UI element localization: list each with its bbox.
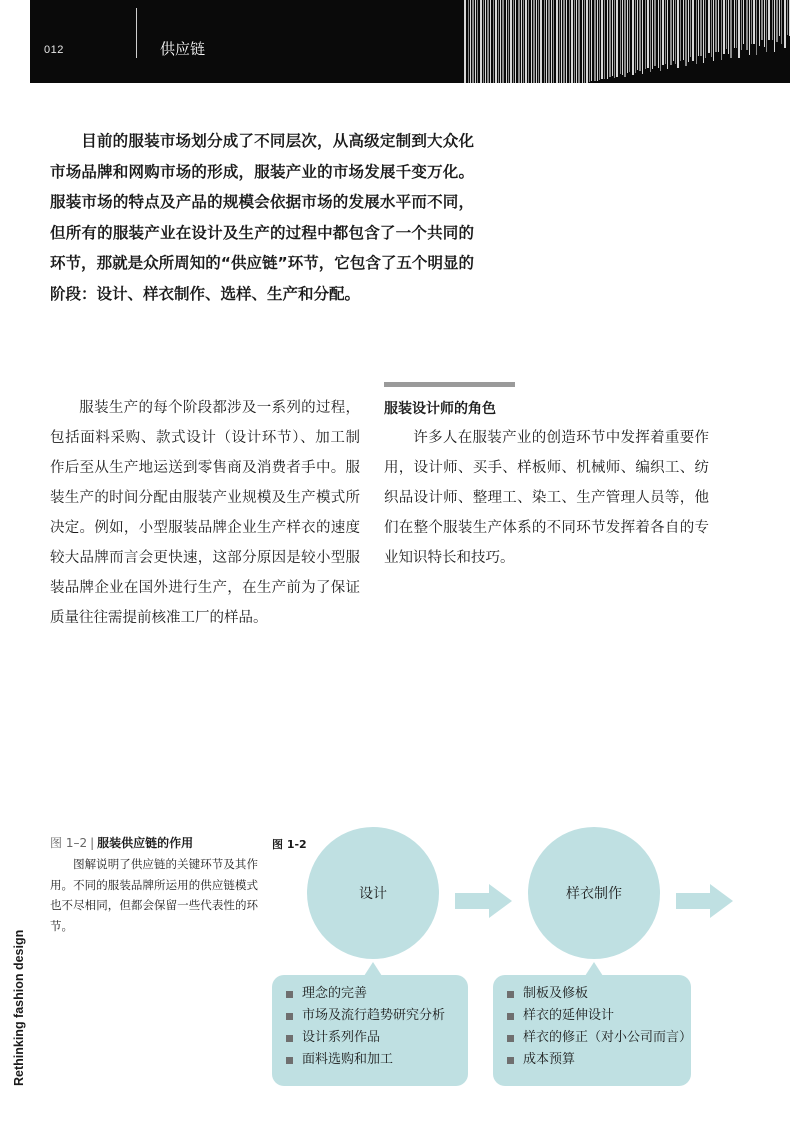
barcode-stripe bbox=[624, 0, 626, 77]
barcode-stripe bbox=[756, 0, 757, 55]
item-text: 设计系列作品 bbox=[302, 1030, 381, 1045]
barcode-stripe bbox=[576, 0, 577, 83]
barcode-stripe bbox=[521, 0, 522, 83]
barcode-stripe bbox=[538, 0, 539, 83]
stage-name: 样衣制作 bbox=[566, 886, 622, 902]
barcode-stripe bbox=[642, 0, 643, 74]
item-text: 面料选购和加工 bbox=[302, 1052, 394, 1067]
barcode-stripe bbox=[584, 0, 585, 83]
item-text: 成本预算 bbox=[523, 1052, 576, 1067]
barcode-stripe bbox=[523, 0, 524, 83]
barcode-stripe bbox=[784, 0, 786, 48]
barcode-stripe bbox=[620, 0, 621, 74]
barcode-stripe bbox=[589, 0, 590, 82]
barcode-stripe bbox=[730, 0, 732, 58]
figure-caption bbox=[50, 834, 258, 936]
stage-circle-design bbox=[307, 827, 439, 959]
list-item bbox=[286, 1027, 468, 1049]
section-rule bbox=[384, 382, 515, 387]
barcode-stripe bbox=[578, 0, 580, 83]
square-bullet-icon bbox=[507, 1057, 514, 1064]
barcode-stripe bbox=[531, 0, 532, 83]
barcode-stripe bbox=[553, 0, 554, 83]
barcode-stripe bbox=[749, 0, 750, 55]
list-item bbox=[286, 983, 468, 1005]
barcode-stripe bbox=[675, 0, 676, 64]
figure-label: 图 1-2 bbox=[272, 838, 307, 851]
barcode-stripe bbox=[604, 0, 605, 79]
barcode-stripe bbox=[718, 0, 719, 52]
barcode-stripe bbox=[518, 0, 520, 83]
barcode-stripe bbox=[472, 0, 474, 83]
barcode-stripe bbox=[556, 0, 558, 83]
stage-detail-box-design bbox=[272, 975, 468, 1086]
caption-separator: | bbox=[90, 836, 95, 850]
list-item bbox=[507, 1049, 691, 1071]
barcode-stripe bbox=[490, 0, 491, 83]
barcode-stripe bbox=[703, 0, 704, 63]
list-item bbox=[507, 1005, 691, 1027]
intro-text: 目前的服装市场划分成了不同层次，从高级定制到大众化市场品牌和网购市场的形成，服装产业的市场发展千变万化。服装市场的特点及产品的规模会依据市场的发展水平而不同，但所有的服装产业在设计及生产的过程中都包含了一个共同的环节，那就是众所周知的“供应链”环节，它包含了五个明显的阶段：设计、样衣制作、选样、生产和分配。 bbox=[50, 132, 474, 303]
barcode-stripe bbox=[677, 0, 679, 68]
barcode-stripe bbox=[708, 0, 710, 53]
callout-pointer bbox=[585, 962, 603, 976]
list-item bbox=[286, 1005, 468, 1027]
square-bullet-icon bbox=[286, 991, 293, 998]
barcode-stripe bbox=[665, 0, 666, 64]
barcode-stripe bbox=[698, 0, 699, 56]
barcode-stripe bbox=[759, 0, 760, 46]
barcode-stripe bbox=[645, 0, 646, 69]
item-text: 样衣的延伸设计 bbox=[523, 1008, 615, 1023]
arrow-right-icon bbox=[455, 884, 512, 918]
barcode-stripe bbox=[616, 0, 618, 77]
barcode-stripe bbox=[787, 0, 788, 35]
barcode-stripe bbox=[670, 0, 672, 65]
decorative-barcode-pattern bbox=[464, 0, 790, 83]
barcode-stripe bbox=[761, 0, 763, 40]
barcode-stripe bbox=[772, 0, 773, 40]
designer-role-text: 许多人在服装产业的创造环节中发挥着重要作用，设计师、买手、样板师、机械师、编织工、纺织品设计师、整理工、染工、生产管理人员等，他们在整个服装生产体系的不同环节发挥着各自的专业知识特长和技巧。 bbox=[384, 430, 709, 566]
caption-text: 图解说明了供应链的关键环节及其作用。不同的服装品牌所运用的供应链模式也不尽相同，但都会保留一些代表性的环节。 bbox=[50, 857, 258, 933]
barcode-stripe bbox=[513, 0, 514, 83]
item-text: 市场及流行趋势研究分析 bbox=[302, 1008, 446, 1023]
page-number: 012 bbox=[44, 44, 64, 56]
barcode-stripe bbox=[779, 0, 780, 36]
barcode-stripe bbox=[639, 0, 641, 71]
barcode-stripe bbox=[696, 0, 697, 64]
caption-body bbox=[50, 854, 258, 936]
barcode-stripe bbox=[751, 0, 752, 44]
barcode-stripe bbox=[544, 0, 545, 83]
square-bullet-icon bbox=[286, 1057, 293, 1064]
barcode-stripe bbox=[688, 0, 689, 62]
callout-pointer bbox=[364, 962, 382, 976]
barcode-stripe bbox=[614, 0, 615, 78]
barcode-stripe bbox=[582, 0, 583, 83]
item-text: 理念的完善 bbox=[302, 986, 368, 1001]
barcode-stripe bbox=[464, 0, 466, 83]
barcode-stripe bbox=[607, 0, 608, 79]
stage-item-list bbox=[493, 975, 691, 1071]
barcode-stripe bbox=[768, 0, 770, 40]
square-bullet-icon bbox=[507, 991, 514, 998]
barcode-stripe bbox=[721, 0, 722, 60]
barcode-stripe bbox=[685, 0, 687, 66]
barcode-stripe bbox=[667, 0, 668, 69]
barcode-stripe bbox=[738, 0, 740, 58]
barcode-stripe bbox=[774, 0, 775, 52]
barcode-stripe bbox=[599, 0, 600, 80]
stage-circle-sampling bbox=[528, 827, 660, 959]
intro-paragraph bbox=[50, 126, 474, 309]
barcode-stripe bbox=[781, 0, 782, 44]
barcode-stripe bbox=[551, 0, 552, 83]
barcode-stripe bbox=[561, 0, 562, 83]
item-text: 制板及修板 bbox=[523, 986, 589, 1001]
barcode-stripe bbox=[591, 0, 592, 81]
barcode-stripe bbox=[766, 0, 767, 52]
barcode-stripe bbox=[612, 0, 613, 76]
barcode-stripe bbox=[690, 0, 691, 57]
barcode-stripe bbox=[705, 0, 706, 58]
barcode-stripe bbox=[498, 0, 499, 83]
barcode-stripe bbox=[559, 0, 560, 83]
barcode-stripe bbox=[673, 0, 674, 61]
barcode-stripe bbox=[627, 0, 628, 73]
barcode-stripe bbox=[508, 0, 509, 83]
designer-role-section bbox=[384, 382, 709, 573]
square-bullet-icon bbox=[286, 1035, 293, 1042]
barcode-stripe bbox=[571, 0, 573, 83]
barcode-stripe bbox=[683, 0, 684, 60]
caption-title: 服装供应链的作用 bbox=[97, 836, 194, 850]
barcode-stripe bbox=[506, 0, 507, 83]
left-column-paragraph bbox=[50, 393, 360, 633]
barcode-stripe bbox=[495, 0, 497, 83]
barcode-stripe bbox=[753, 0, 755, 44]
barcode-stripe bbox=[711, 0, 712, 57]
barcode-stripe bbox=[692, 0, 694, 61]
barcode-stripe bbox=[700, 0, 702, 56]
barcode-stripe bbox=[566, 0, 567, 83]
barcode-stripe bbox=[493, 0, 494, 83]
barcode-stripe bbox=[647, 0, 649, 68]
barcode-stripe bbox=[594, 0, 596, 81]
barcode-stripe bbox=[662, 0, 664, 65]
barcode-stripe bbox=[726, 0, 727, 49]
caption-heading bbox=[50, 834, 258, 852]
list-item bbox=[286, 1049, 468, 1071]
barcode-stripe bbox=[728, 0, 729, 54]
barcode-stripe bbox=[746, 0, 748, 50]
barcode-stripe bbox=[470, 0, 471, 83]
arrow-right-icon bbox=[676, 884, 733, 918]
barcode-stripe bbox=[629, 0, 630, 72]
barcode-stripe bbox=[680, 0, 681, 61]
page-header bbox=[30, 0, 790, 83]
barcode-stripe bbox=[734, 0, 735, 48]
square-bullet-icon bbox=[507, 1013, 514, 1020]
barcode-stripe bbox=[776, 0, 778, 42]
barcode-stripe bbox=[525, 0, 527, 83]
stage-item-list bbox=[272, 975, 468, 1071]
barcode-stripe bbox=[715, 0, 717, 52]
barcode-stripe bbox=[650, 0, 651, 72]
barcode-stripe bbox=[574, 0, 575, 83]
barcode-stripe bbox=[601, 0, 603, 79]
square-bullet-icon bbox=[507, 1035, 514, 1042]
caption-number: 图 1–2 bbox=[50, 836, 88, 850]
barcode-stripe bbox=[658, 0, 659, 68]
barcode-stripe bbox=[632, 0, 634, 75]
barcode-stripe bbox=[483, 0, 484, 83]
barcode-stripe bbox=[569, 0, 570, 83]
barcode-stripe bbox=[533, 0, 535, 83]
barcode-stripe bbox=[475, 0, 476, 83]
square-bullet-icon bbox=[286, 1013, 293, 1020]
header-divider bbox=[136, 8, 137, 58]
barcode-stripe bbox=[536, 0, 537, 83]
barcode-stripe bbox=[741, 0, 742, 50]
barcode-stripe bbox=[477, 0, 478, 83]
left-column-text: 服装生产的每个阶段都涉及一系列的过程，包括面料采购、款式设计（设计环节）、加工制作后至从生产地运送到零售商及消费者手中。服装生产的时间分配由服装产业规模及生产模式所决定。例如，小型服装品牌企业生产样衣的速度较大品牌而言会更快速，这部分原因是较小型服装品牌企业在国外进行生产，在生产前为了保证质量往往需提前核准工厂的样品。 bbox=[50, 400, 360, 626]
barcode-stripe bbox=[515, 0, 516, 83]
designer-role-body bbox=[384, 423, 709, 573]
barcode-stripe bbox=[637, 0, 638, 70]
barcode-stripe bbox=[546, 0, 547, 83]
barcode-stripe bbox=[622, 0, 623, 75]
barcode-stripe bbox=[468, 0, 469, 83]
barcode-stripe bbox=[563, 0, 565, 83]
list-item bbox=[507, 983, 691, 1005]
designer-role-title: 服装设计师的角色 bbox=[384, 401, 496, 417]
barcode-stripe bbox=[635, 0, 636, 73]
barcode-stripe bbox=[654, 0, 656, 66]
barcode-stripe bbox=[723, 0, 725, 54]
barcode-stripe bbox=[609, 0, 611, 77]
stage-name: 设计 bbox=[359, 886, 387, 902]
barcode-stripe bbox=[713, 0, 714, 61]
barcode-stripe bbox=[764, 0, 765, 47]
item-text: 样衣的修正（对小公司而言） bbox=[523, 1030, 693, 1045]
barcode-stripe bbox=[652, 0, 653, 69]
stage-detail-box-sampling bbox=[493, 975, 691, 1086]
barcode-stripe bbox=[660, 0, 661, 71]
list-item bbox=[507, 1027, 691, 1049]
barcode-stripe bbox=[500, 0, 501, 83]
barcode-stripe bbox=[528, 0, 529, 83]
barcode-stripe bbox=[510, 0, 512, 83]
barcode-stripe bbox=[502, 0, 504, 83]
chapter-title: 供应链 bbox=[160, 40, 206, 58]
barcode-stripe bbox=[597, 0, 598, 81]
barcode-stripe bbox=[480, 0, 482, 83]
barcode-stripe bbox=[743, 0, 744, 44]
barcode-stripe bbox=[548, 0, 550, 83]
vertical-book-title: Rethinking fashion design bbox=[12, 929, 26, 1086]
barcode-stripe bbox=[736, 0, 737, 48]
barcode-stripe bbox=[540, 0, 542, 83]
barcode-stripe bbox=[487, 0, 489, 83]
barcode-stripe bbox=[586, 0, 588, 83]
barcode-stripe bbox=[485, 0, 486, 83]
